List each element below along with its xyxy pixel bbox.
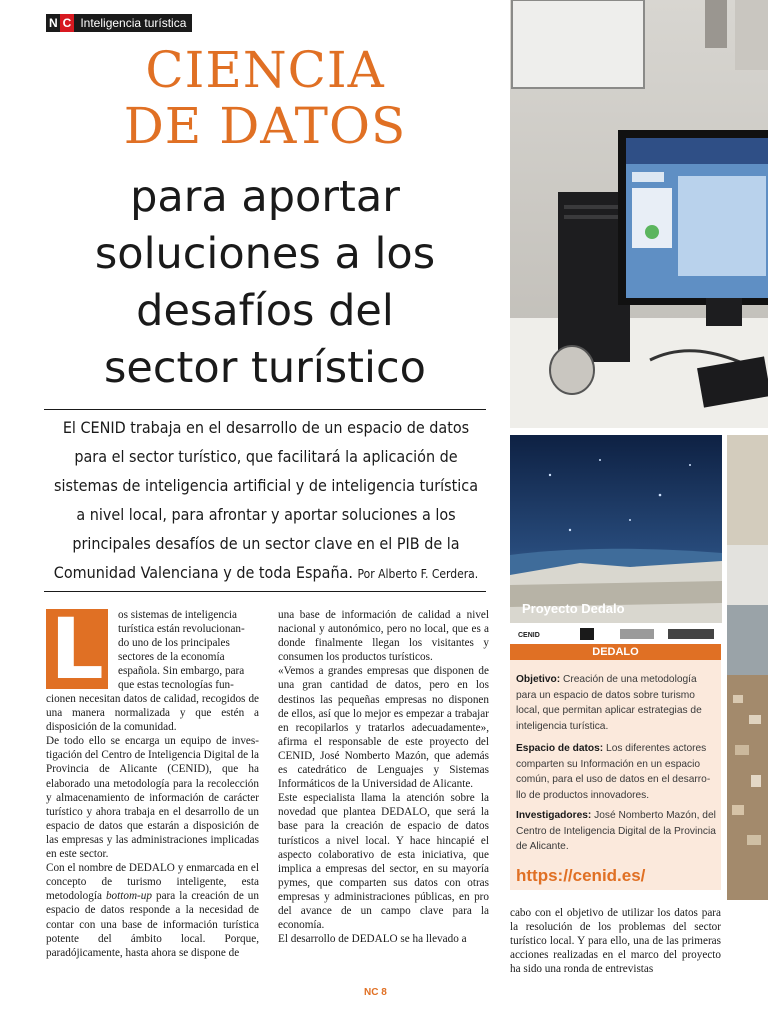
sidebar-label: Espacio de datos: bbox=[516, 743, 604, 754]
lead-line: a nivel local, para afrontar y aportar soluciones a los bbox=[76, 505, 456, 524]
column-1-indented bbox=[118, 608, 259, 693]
body-paragraph: El desarrollo de DEDALO se ha llevado a bbox=[278, 933, 467, 946]
sidebar-investigadores: Investigadores: José Nomberto Mazón, del Centro de Inteligencia Digital de la Provincia de Alicante. bbox=[516, 810, 716, 852]
headline-black-line-2: soluciones a los bbox=[94, 229, 436, 279]
lead-line: sistemas de inteligencia artificial y de inteligencia turística bbox=[53, 476, 479, 495]
sidebar-label: Investigadores: bbox=[516, 810, 592, 821]
section-logo-n: N bbox=[46, 14, 60, 32]
headline-black-line-1: para aportar bbox=[130, 172, 400, 222]
photo-office-desk bbox=[510, 0, 768, 428]
drop-cap: L bbox=[46, 609, 108, 689]
headline-black-line-4: sector turístico bbox=[104, 343, 426, 393]
cenid-link[interactable]: https://cenid.es/ bbox=[516, 866, 646, 885]
body-line: sectores de la economía bbox=[118, 651, 225, 664]
body-paragraph: De todo ello se encarga un equipo de investigación del Centro de Inteligencia Digital de la Provincia de Alicante (CENID), que ha elaborado una metodología para la recolección y almacenamiento de información de carácter turístico y ahora trabaja en el desarrollo de un espacio de datos que estarán a disposición de las empresas y las administraciones implicadas en este sector. bbox=[46, 735, 259, 861]
headline-black-line-3: desafíos del bbox=[136, 286, 394, 336]
body-line: española. Sin embargo, para bbox=[118, 665, 245, 678]
body-paragraph: cionen necesitan datos de calidad, recogidos de una manera normalizada y que estén a disposición de la comunidad. bbox=[46, 693, 259, 734]
lead-line: Comunidad Valenciana y de toda España. bbox=[53, 563, 353, 582]
emphasis: bottom-up bbox=[105, 890, 152, 903]
lead-line: principales desafíos de un sector clave en el PIB de la bbox=[72, 534, 460, 553]
body-line: que estas tecnologías fun- bbox=[118, 679, 234, 692]
lead-line: El CENID trabaja en el desarrollo de un espacio de datos bbox=[62, 418, 470, 437]
logo-mark bbox=[580, 628, 594, 640]
column-1 bbox=[46, 692, 259, 960]
body-paragraph: una base de información de calidad a nivel nacional y autonómico, pero no local, que es a donde finalmente llegan los visitantes y consumen los productos turísticos. bbox=[278, 609, 489, 664]
section-logo-c: C bbox=[60, 14, 75, 32]
photo-proyecto-dedalo bbox=[510, 435, 722, 644]
sidebar-title: DEDALO bbox=[510, 644, 721, 660]
section-tag bbox=[46, 14, 192, 32]
lead-line: para el sector turístico, que facilitará la aplicación de bbox=[74, 447, 458, 466]
body-line: os sistemas de inteligencia bbox=[118, 609, 237, 621]
body-paragraph: Con el nombre de DEDALO y enmarcada en el concepto de turismo inteligente, esta metodología bottom-up para la creación de un espacio de datos responde a la necesidad de contar con una base de información turística potente del ámbito local. Porque, paradójicamente, hasta ahora se dispone de bbox=[46, 862, 259, 959]
body-line: do uno de los principales bbox=[118, 637, 230, 650]
lead-top-rule bbox=[44, 409, 486, 410]
section-label: Inteligencia turística bbox=[74, 14, 192, 32]
headline-orange-line-1: CIENCIA bbox=[145, 41, 385, 99]
logo-mark bbox=[620, 629, 654, 639]
column-3 bbox=[510, 906, 721, 976]
sidebar-espacio: Espacio de datos: Los diferentes actores comparten su Información en un espacio común, para el uso de datos en el desarrollo de productos innovadores. bbox=[516, 743, 711, 801]
sidebar-objetivo: Objetivo: Creación de una metodología para un espacio de datos sobre turismo local, que permitan aplicar estrategias de inteligencia turística. bbox=[516, 674, 702, 732]
photo-aerial-coast bbox=[727, 435, 768, 900]
body-paragraph: Este especialista llama la atención sobre la novedad que plantea DEDALO, que será la base para la creación de espacio de datos turísticos a nivel local. Y hace hincapié el aspecto colaborativo de esta iniciativa, que implica a empresas del sector, en su mayoría pymes, que comparten sus datos con otras empresas y administraciones públicas, en pro del avance de un campo clave para la economía. bbox=[278, 792, 489, 932]
lead-bottom-rule bbox=[44, 591, 486, 592]
body-line: turística están revolucionan- bbox=[118, 623, 245, 636]
lead-paragraph bbox=[44, 413, 488, 589]
logo-mark bbox=[668, 629, 714, 639]
logo-cenid: CENID bbox=[518, 632, 540, 639]
body-paragraph: cabo con el objetivo de utilizar los datos para la resolución de los problemas del sector turístico local. Y para ello, una de las primeras acciones realizadas en el marco del proyecto ha sido una ronda de entrevistas bbox=[510, 907, 721, 976]
byline: Por Alberto F. Cerdera. bbox=[357, 567, 479, 581]
page-number: NC 8 bbox=[364, 987, 387, 998]
sidebar-label: Objetivo: bbox=[516, 674, 561, 685]
headline-orange-line-2: DE DATOS bbox=[123, 97, 407, 155]
column-2 bbox=[278, 608, 489, 946]
body-paragraph: «Vemos a grandes empresas que disponen de una gran cantidad de datos, pero en los destinos las pequeñas empresas no disponen de ellos, así que lo mejor es empezar a trabajar en recopilarlos y tratarlos adecuadamente», afirma el responsable de este proyecto del CENID, José Nomberto Mazón, que además es catedrático de Lenguajes y Sistemas Informáticos de la Universidad de Alicante. bbox=[278, 665, 489, 791]
photo-caption: Proyecto Dedalo bbox=[522, 601, 625, 616]
